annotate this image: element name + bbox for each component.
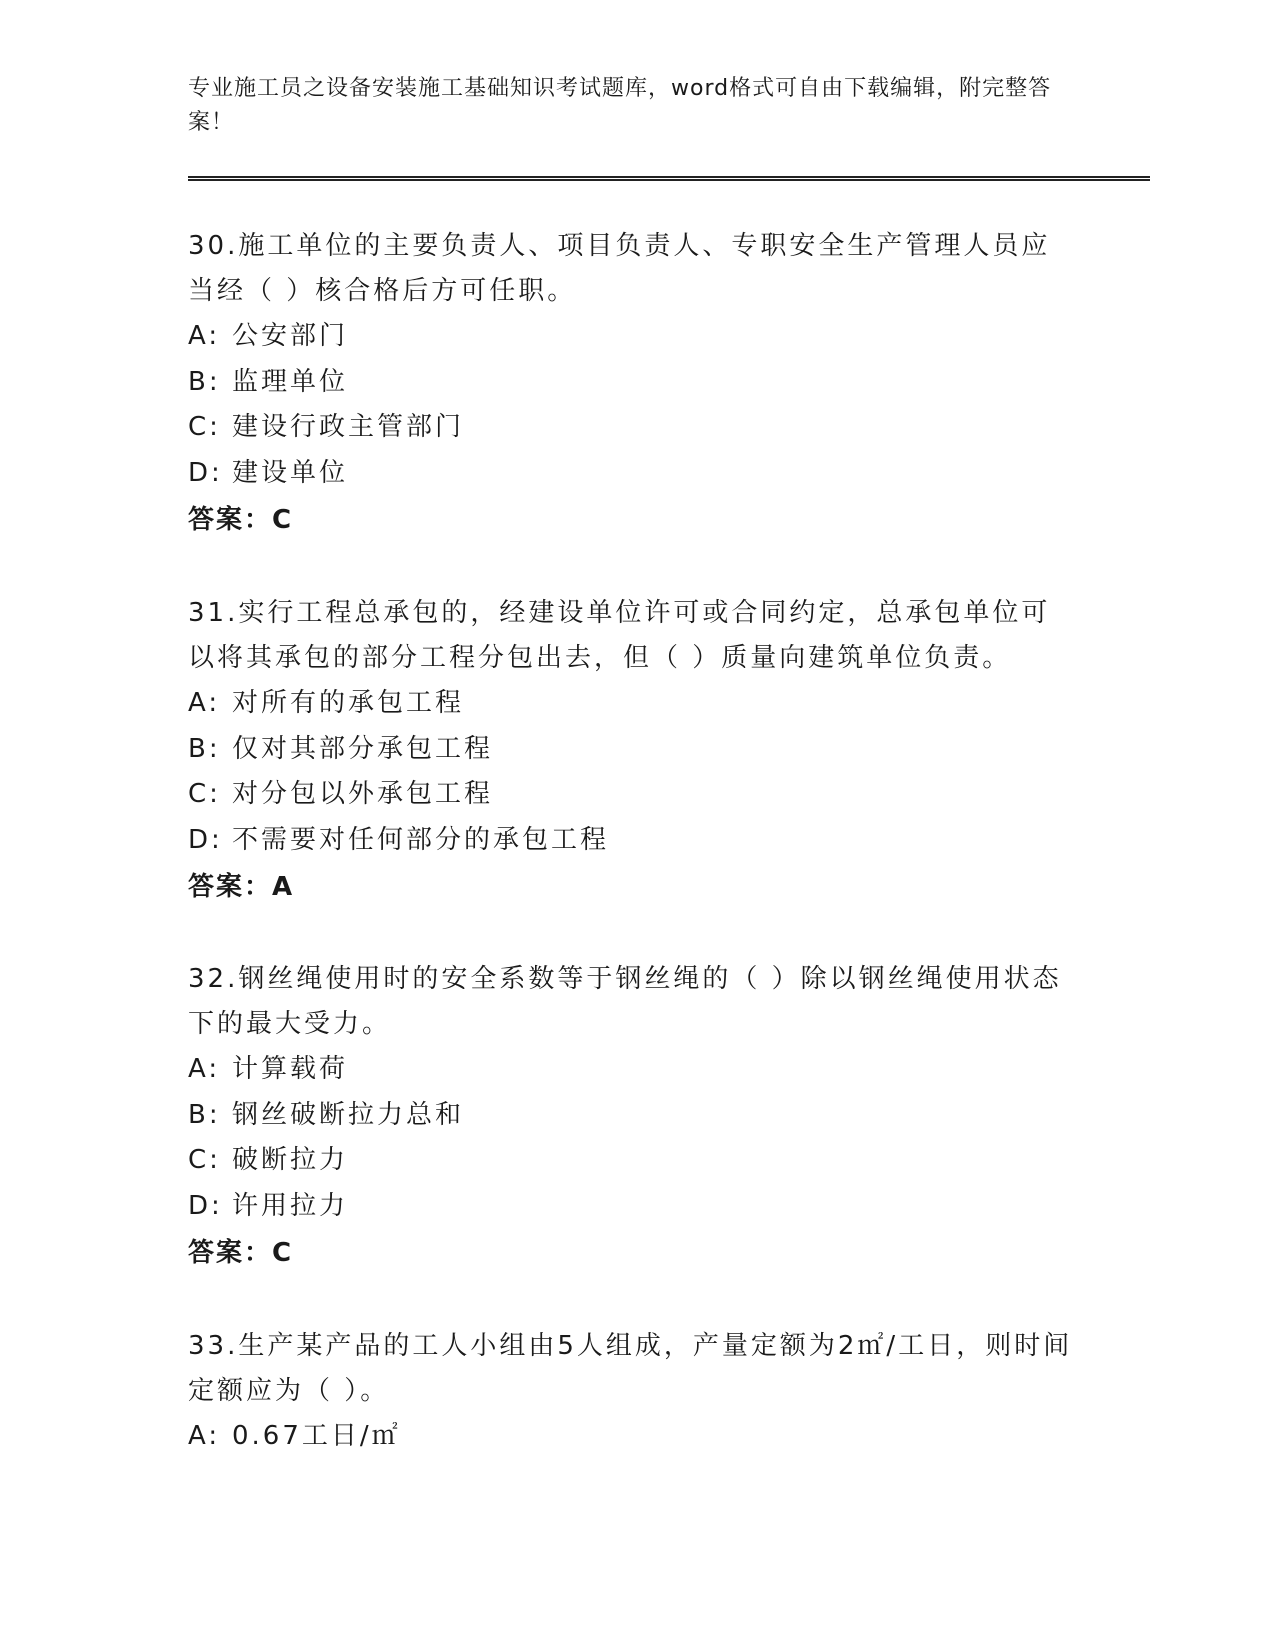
option-text: 钢丝破断拉力总和 [232, 1099, 465, 1130]
option-key: D: [188, 1190, 223, 1221]
option-b [188, 360, 1088, 406]
question-33 [188, 1324, 1088, 1460]
option-key: A: [188, 321, 221, 351]
option-key: C: [188, 1145, 221, 1175]
option-text: 建设行政主管部门 [232, 412, 465, 442]
option-b [188, 1093, 1088, 1139]
document-header: 专业施工员之设备安装施工基础知识考试题库，word格式可自由下载编辑，附完整答案！ [188, 76, 1052, 135]
option-text: 对所有的承包工程 [232, 688, 465, 718]
question-stem: 33.生产某产品的工人小组由5人组成，产量定额为2㎡/工日，则时间定额应为（ ）。 [188, 1331, 1073, 1406]
option-a [188, 1047, 1088, 1093]
option-d [188, 818, 1088, 864]
option-text: 仅对其部分承包工程 [232, 733, 494, 764]
option-key: C: [188, 412, 221, 442]
option-key: A: [188, 1054, 221, 1084]
option-key: B: [188, 366, 221, 397]
option-text: 0.67工日/㎡ [232, 1421, 401, 1451]
question-stem: 32.钢丝绳使用时的安全系数等于钢丝绳的（ ）除以钢丝绳使用状态下的最大受力。 [188, 964, 1062, 1039]
header-divider [188, 176, 1150, 181]
answer-label: 答案：A [188, 872, 295, 902]
option-text: 许用拉力 [232, 1190, 349, 1221]
answer-label: 答案：C [188, 1238, 294, 1268]
option-a [188, 1414, 1088, 1460]
question-30 [188, 224, 1088, 543]
option-key: A: [188, 1421, 221, 1451]
option-key: D: [188, 824, 223, 855]
option-text: 不需要对任何部分的承包工程 [232, 824, 610, 855]
option-a [188, 314, 1088, 360]
option-key: A: [188, 688, 221, 718]
option-text: 对分包以外承包工程 [232, 779, 494, 809]
option-key: C: [188, 779, 221, 809]
option-b [188, 727, 1088, 773]
option-c [188, 1138, 1088, 1184]
option-text: 计算载荷 [232, 1054, 349, 1084]
option-d [188, 451, 1088, 497]
option-key: B: [188, 1099, 221, 1130]
option-text: 公安部门 [232, 321, 349, 351]
question-31 [188, 591, 1088, 910]
option-key: D: [188, 457, 223, 488]
option-c [188, 772, 1088, 818]
answer-label: 答案：C [188, 505, 294, 535]
option-a [188, 681, 1088, 727]
option-text: 破断拉力 [232, 1145, 349, 1175]
question-32 [188, 957, 1088, 1276]
question-stem: 31.实行工程总承包的，经建设单位许可或合同约定，总承包单位可以将其承包的部分工程分包出去，但（ ）质量向建筑单位负责。 [188, 598, 1051, 673]
option-text: 监理单位 [232, 366, 349, 397]
option-text: 建设单位 [232, 457, 349, 488]
option-key: B: [188, 733, 221, 764]
question-stem: 30.施工单位的主要负责人、项目负责人、专职安全生产管理人员应当经（ ）核合格后方可任职。 [188, 231, 1051, 306]
option-d [188, 1184, 1088, 1230]
option-c [188, 405, 1088, 451]
